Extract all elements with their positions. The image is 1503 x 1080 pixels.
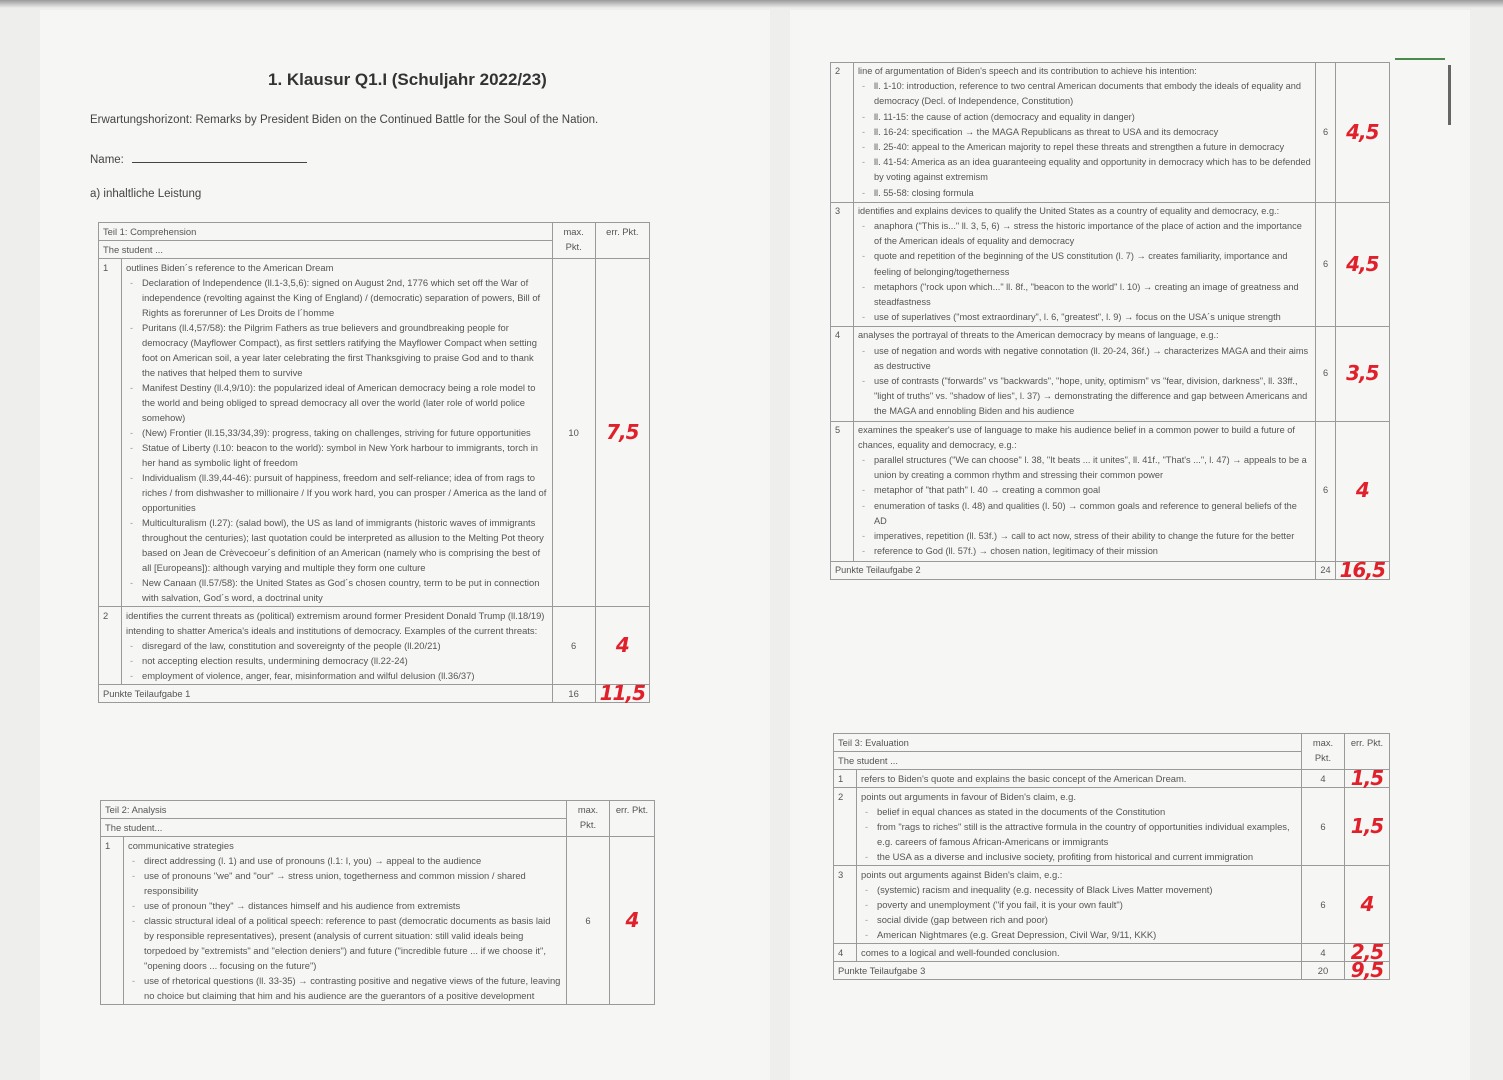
max-points: 4 — [1302, 944, 1345, 962]
name-field — [90, 152, 307, 166]
table-row — [831, 63, 1390, 203]
task-description: comes to a logical and well-founded conclusion. — [861, 947, 1060, 958]
task-number: 1 — [101, 837, 124, 1005]
earned-points-handwritten: 4,5 — [1335, 202, 1389, 327]
total-max-points: 24 — [1316, 561, 1335, 579]
task-number: 1 — [834, 770, 857, 788]
task-description: identifies and explains devices to qualify the United States as a country of equality and democracy, e.g.: — [858, 205, 1280, 216]
section-title-cell — [101, 801, 567, 819]
criteria-item: - direct addressing (l. 1) and use of pronouns (l.1: I, you) → appeal to the audience — [144, 853, 562, 868]
criteria-item: - Declaration of Independence (ll.1-3,5,6): signed on August 2nd, 1776 which set off the War of independence (revolting against the King of England) / (democratic) separation of powers, Bill of Rights as forerunner of Les Droits de l´homme — [142, 275, 548, 320]
criteria-item: - anaphora ("This is..." ll. 3, 5, 6) → stress the historic importance of the place of action and the importance of the American ideals of equality and democracy — [874, 219, 1311, 249]
task-number: 4 — [831, 327, 854, 421]
criteria-item: - social divide (gap between rich and poor) — [877, 912, 1297, 927]
scan-mark — [1448, 65, 1451, 125]
total-label: Punkte Teilaufgabe 1 — [99, 685, 553, 703]
max-points: 6 — [1316, 202, 1335, 327]
task-description: identifies the current threats as (political) extremism around former President Donald Trump (ll.18/19) intending to shatter America's ideals and institutions of democracy. Examples of the current threats: — [126, 610, 545, 636]
total-row — [99, 685, 650, 703]
task-description-cell — [122, 259, 553, 607]
criteria-item: - not accepting election results, undermining democracy (ll.22-24) — [142, 653, 548, 668]
max-points-header: max. Pkt. — [552, 223, 595, 259]
criteria-item: - enumeration of tasks (l. 48) and qualities (l. 50) → common goals and reference to general beliefs of the AD — [874, 499, 1311, 529]
task-description: points out arguments in favour of Biden's claim, e.g. — [861, 791, 1076, 802]
task-description: line of argumentation of Biden's speech and its contribution to achieve his intention: — [858, 66, 1197, 76]
task-description-cell — [857, 866, 1302, 944]
student-label: The student ... — [99, 241, 553, 259]
task-description-cell — [854, 63, 1316, 203]
criteria-item: - the USA as a diverse and inclusive society, profiting from historical and current immigration — [877, 849, 1297, 864]
criteria-list — [858, 453, 1311, 559]
criteria-item: - reference to God (ll. 57f.) → chosen nation, legitimacy of their mission — [874, 544, 1311, 559]
task-number: 2 — [834, 788, 857, 866]
max-points: 4 — [1302, 770, 1345, 788]
task-description-cell — [122, 607, 553, 685]
earned-points-header: err. Pkt. — [1345, 734, 1390, 770]
header-row — [834, 734, 1390, 752]
max-points: 6 — [552, 607, 595, 685]
task-number: 3 — [831, 202, 854, 327]
criteria-list — [126, 638, 548, 683]
criteria-item: - Puritans (ll.4,57/58): the Pilgrim Fathers as true believers and groundbreaking people for democracy (Mayflower Compact), as first settlers ratifying the Mayflower Compact when setting foot on American soil, a year later celebrating the first Thanksgiving to praise God and to thank the natives that helped them to survive — [142, 320, 548, 380]
criteria-item: - employment of violence, anger, fear, misinformation and wilful delusion (ll.36/37) — [142, 668, 548, 683]
task-description-cell — [124, 837, 567, 1005]
criteria-item: - belief in equal chances as stated in the documents of the Constitution — [877, 804, 1297, 819]
earned-points-handwritten: 1,5 — [1345, 788, 1390, 866]
task-number: 2 — [99, 607, 122, 685]
total-earned-points-handwritten: 9,5 — [1345, 962, 1390, 980]
total-label: Punkte Teilaufgabe 2 — [831, 561, 1316, 579]
criteria-list — [858, 79, 1311, 201]
criteria-item: - use of pronouns "we" and "our" → stress union, togetherness and common mission / shared responsibility — [144, 868, 562, 898]
criteria-item: - Statue of Liberty (l.10: beacon to the world): symbol in New York harbour to immigrants, torch in her hand as symbolic light of freedom — [142, 440, 548, 470]
criteria-item: - (New) Frontier (ll.15,33/34,39): progress, taking on challenges, striving for future opportunities — [142, 425, 548, 440]
criteria-item: - classic structural ideal of a political speech: reference to past (democratic documents as basis laid by responsible representatives), present (analysis of current situation: still valid ideals being torpedoed by "extremists" and "election deniers") and future ("incredible future ... if we choose it", "opening doors ... focusing on the future") — [144, 913, 562, 973]
criteria-item: - poverty and unemployment ("if you fail, it is your own fault") — [877, 897, 1297, 912]
header-row — [101, 801, 655, 819]
table-row — [831, 327, 1390, 421]
task-description: outlines Biden´s reference to the American Dream — [126, 262, 334, 273]
task-description: communicative strategies — [128, 840, 234, 851]
task-description-cell — [857, 944, 1302, 962]
criteria-item: - metaphor of "that path" l. 40 → creating a common goal — [874, 483, 1311, 498]
criteria-item: - Manifest Destiny (ll.4,9/10): the popularized ideal of American democracy being a role model to the world and being obliged to spread democracy all over the world (later role of world police somehow) — [142, 380, 548, 425]
task-description: points out arguments against Biden's claim, e.g.: — [861, 869, 1063, 880]
max-points: 6 — [1316, 63, 1335, 203]
student-label: The student ... — [834, 752, 1302, 770]
earned-points-handwritten: 7,5 — [595, 259, 649, 607]
total-earned-points-handwritten: 11,5 — [595, 685, 649, 703]
total-max-points: 20 — [1302, 962, 1345, 980]
criteria-item: - ll. 1-10: introduction, reference to two central American documents that embody the ideals of equality and democracy (Decl. of Independence, Constitution) — [874, 79, 1311, 109]
criteria-list — [128, 853, 562, 1003]
criteria-item: - New Canaan (ll.57/58): the United States as God´s chosen country, term to be put in connection with salvation, God´s word, a doctrinal unity — [142, 575, 548, 605]
criteria-item: - use of rhetorical questions (ll. 33-35) → contrasting positive and negative views of the future, leaving no choice but claiming that him and his audience are the guerantors of a positive development — [144, 973, 562, 1003]
criteria-item: - Individualism (ll.39,44-46): pursuit of happiness, freedom and self-reliance; idea of from rags to riches / from dishwasher to millionaire / If you work hard, you can prosper / America as the land of opportunities — [142, 470, 548, 515]
table-row — [831, 421, 1390, 561]
criteria-item: - use of superlatives ("most extraordinary", l. 6, "greatest", l. 9) → focus on the USA´s unique strength — [874, 310, 1311, 325]
max-points: 6 — [1316, 327, 1335, 421]
task-number: 5 — [831, 421, 854, 561]
criteria-list — [861, 804, 1297, 864]
criteria-list — [858, 219, 1311, 325]
task-number: 2 — [831, 63, 854, 203]
subtitle: Erwartungshorizont: Remarks by President Biden on the Continued Battle for the Soul of the Nation. — [90, 114, 599, 126]
max-points-header: max. Pkt. — [567, 801, 610, 837]
table-teil1 — [98, 222, 650, 703]
task-number: 1 — [99, 259, 122, 607]
total-max-points: 16 — [552, 685, 595, 703]
earned-points-handwritten: 1,5 — [1345, 770, 1390, 788]
criteria-item: - ll. 25-40: appeal to the American majority to repel these threats and strengthen a future in democracy — [874, 140, 1311, 155]
section-heading: a) inhaltliche Leistung — [90, 188, 202, 200]
task-description: examines the speaker's use of language to make his audience belief in a common power to build a future of chances, equality and democracy, e.g.: — [858, 424, 1295, 450]
section-title-cell — [834, 734, 1302, 752]
criteria-item: - ll. 11-15: the cause of action (democracy and equality in danger) — [874, 110, 1311, 125]
total-row — [831, 561, 1390, 579]
scan-edge — [0, 0, 1503, 8]
task-description-cell — [857, 770, 1302, 788]
criteria-item: - ll. 41-54: America as an idea guaranteeing equality and opportunity in democracy which has to be defended by voting against extremism — [874, 155, 1311, 185]
max-points: 6 — [567, 837, 610, 1005]
student-label: The student... — [101, 819, 567, 837]
table-row — [834, 944, 1390, 962]
max-points: 6 — [1302, 866, 1345, 944]
section-title: Teil 1: Comprehension — [103, 226, 197, 237]
earned-points-handwritten: 2,5 — [1345, 944, 1390, 962]
task-description: refers to Biden's quote and explains the basic concept of the American Dream. — [861, 773, 1187, 784]
criteria-item: - (systemic) racism and inequality (e.g. necessity of Black Lives Matter movement) — [877, 882, 1297, 897]
earned-points-header: err. Pkt. — [610, 801, 655, 837]
criteria-item: - quote and repetition of the beginning of the US constitution (l. 7) → creates familiarity, importance and feeling of belonging/togetherness — [874, 249, 1311, 279]
earned-points-handwritten: 4 — [610, 837, 655, 1005]
table-teil3 — [833, 733, 1390, 980]
criteria-item: - metaphors ("rock upon which..." ll. 8f., "beacon to the world" l. 10) → creating an image of greatness and steadfastness — [874, 280, 1311, 310]
name-label: Name: — [90, 154, 124, 166]
max-points-header: max. Pkt. — [1302, 734, 1345, 770]
table-row — [834, 788, 1390, 866]
table-teil2-part1 — [100, 800, 655, 1005]
table-teil2-part2 — [830, 62, 1390, 580]
task-number: 3 — [834, 866, 857, 944]
table-row — [99, 259, 650, 607]
criteria-list — [861, 882, 1297, 942]
table-row — [101, 837, 655, 1005]
criteria-item: - ll. 16-24: specification → the MAGA Republicans as threat to USA and its democracy — [874, 125, 1311, 140]
max-points: 10 — [552, 259, 595, 607]
criteria-item: - use of pronoun "they" → distances himself and his audience from extremists — [144, 898, 562, 913]
table-row — [831, 202, 1390, 327]
earned-points-header: err. Pkt. — [595, 223, 649, 259]
task-description: analyses the portrayal of threats to the American democracy by means of language, e.g.: — [858, 330, 1219, 341]
max-points: 6 — [1302, 788, 1345, 866]
section-title: Teil 2: Analysis — [105, 804, 167, 815]
total-earned-points-handwritten: 16,5 — [1335, 561, 1389, 579]
criteria-list — [858, 344, 1311, 420]
criteria-item: - imperatives, repetition (ll. 53f.) → call to act now, stress of their ability to change the future for the better — [874, 529, 1311, 544]
section-title-cell — [99, 223, 553, 241]
header-row — [99, 223, 650, 241]
criteria-list — [126, 275, 548, 605]
section-title: Teil 3: Evaluation — [838, 737, 909, 748]
criteria-item: - from "rags to riches" still is the attractive formula in the country of opportunities individual examples, e.g. careers of famous African-Americans or immigrants — [877, 819, 1297, 849]
criteria-item: - Multiculturalism (l.27): (salad bowl), the US as land of immigrants (historic waves of immigrants throughout the centuries); last quotation could be interpreted as allusion to the Melting Pot theory based on Jean de Crèvecoeur´s definition of an American (namely who is comprising the best of all [Europeans]): although varying and multiple they form one culture — [142, 515, 548, 575]
task-description-cell — [857, 788, 1302, 866]
page-title: 1. Klausur Q1.I (Schuljahr 2022/23) — [268, 70, 547, 89]
earned-points-handwritten: 3,5 — [1335, 327, 1389, 421]
criteria-item: - disregard of the law, constitution and sovereignty of the people (ll.20/21) — [142, 638, 548, 653]
name-line — [132, 152, 307, 163]
criteria-item: - American Nightmares (e.g. Great Depression, Civil War, 9/11, KKK) — [877, 927, 1297, 942]
criteria-item: - use of contrasts ("forwards" vs "backwards", "hope, unity, optimism" vs "fear, division, darkness", ll. 33ff., "light of truths" vs. "shadow of lies", l. 37) → demonstrating the difference and gap between Americans and the MAGA and ennobling Biden and his audience — [874, 374, 1311, 420]
scan-mark — [1395, 58, 1445, 60]
total-row — [834, 962, 1390, 980]
max-points: 6 — [1316, 421, 1335, 561]
earned-points-handwritten: 4 — [1345, 866, 1390, 944]
task-description-cell — [854, 327, 1316, 421]
criteria-item: - use of negation and words with negative connotation (ll. 20-24, 36f.) → characterizes MAGA and their aims as destructive — [874, 344, 1311, 374]
earned-points-handwritten: 4,5 — [1335, 63, 1389, 203]
task-description-cell — [854, 421, 1316, 561]
task-description-cell — [854, 202, 1316, 327]
task-number: 4 — [834, 944, 857, 962]
earned-points-handwritten: 4 — [1335, 421, 1389, 561]
table-row — [834, 770, 1390, 788]
table-row — [834, 866, 1390, 944]
total-label: Punkte Teilaufgabe 3 — [834, 962, 1302, 980]
criteria-item: - parallel structures ("We can choose" l. 38, "It beats ... it unites", ll. 41f., "That's ...", l. 47) → appeals to be a union by creating a common rhythm and stressing their common power — [874, 453, 1311, 483]
table-row — [99, 607, 650, 685]
criteria-item: - ll. 55-58: closing formula — [874, 186, 1311, 201]
earned-points-handwritten: 4 — [595, 607, 649, 685]
